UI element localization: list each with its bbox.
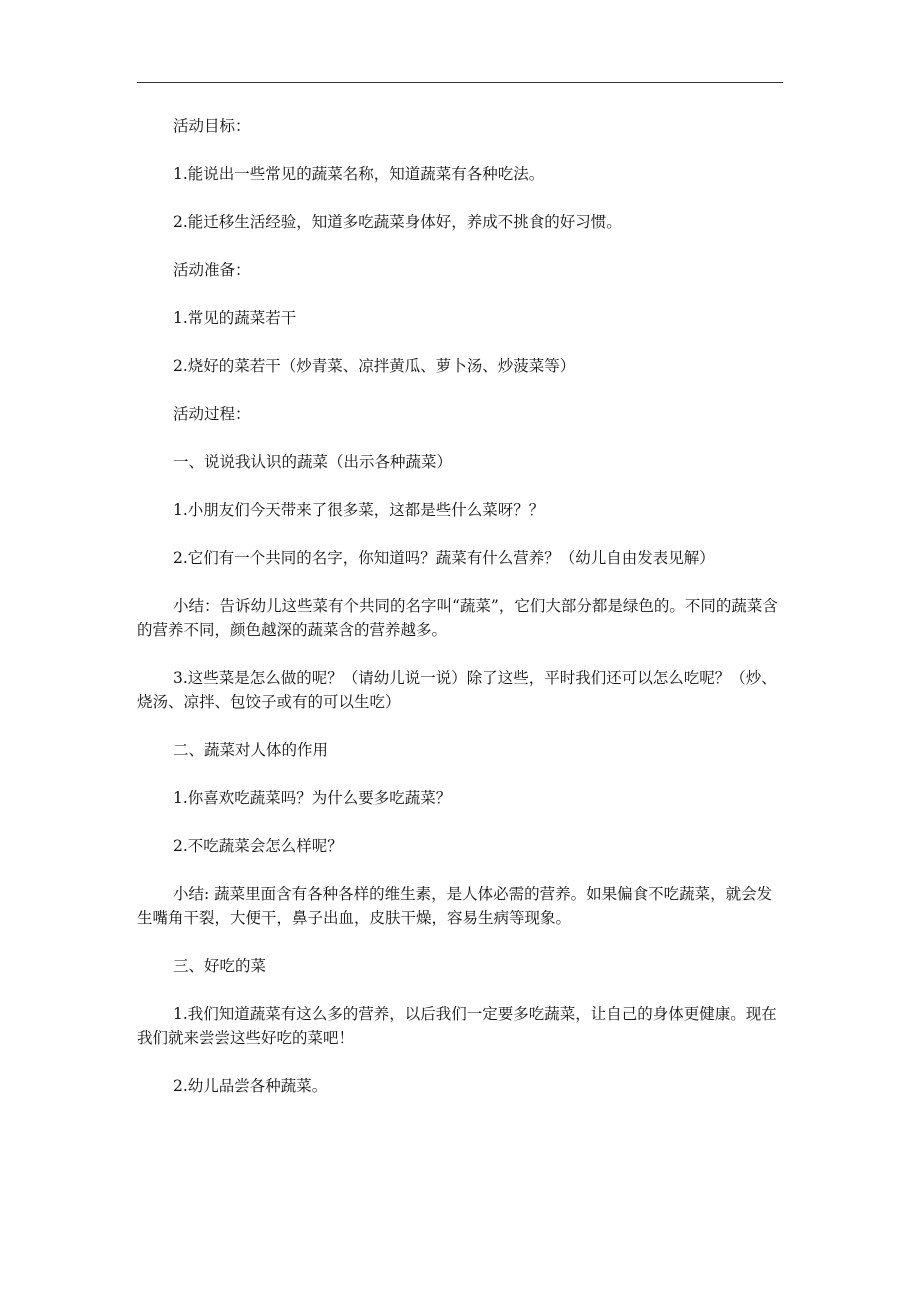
preparation-item-1: 1.常见的蔬菜若干 <box>173 309 297 327</box>
heading-activity-process: 活动过程： <box>173 405 251 423</box>
goal-item-1: 1.能说出一些常见的蔬菜名称，知道蔬菜有各种吃法。 <box>173 165 545 183</box>
section-1-summary: 小结：告诉幼儿这些菜有个共同的名字叫“蔬菜”，它们大部分都是绿色的。不同的蔬菜含的营养不同，颜色越深的蔬菜含的营养越多。 <box>137 597 778 639</box>
goal-item-2: 2.能迁移生活经验，知道多吃蔬菜身体好，养成不挑食的好习惯。 <box>173 213 622 231</box>
preparation-item-2: 2.烧好的菜若干（炒青菜、凉拌黄瓜、萝卜汤、炒菠菜等） <box>173 357 576 375</box>
heading-activity-preparation: 活动准备： <box>173 261 251 279</box>
section-1-item-1: 1.小朋友们今天带来了很多菜，这都是些什么菜呀？？ <box>173 501 545 519</box>
section-2-title: 二、蔬菜对人体的作用 <box>173 741 329 759</box>
section-2-item-2: 2.不吃蔬菜会怎么样呢？ <box>173 837 343 855</box>
section-3-item-2: 2.幼儿品尝各种蔬菜。 <box>173 1077 328 1095</box>
section-2-summary: 小结: 蔬菜里面含有各种各样的维生素，是人体必需的营养。如果偏食不吃蔬菜，就会发生嘴角干裂，大便干，鼻子出血，皮肤干燥，容易生病等现象。 <box>137 885 773 927</box>
section-1-title: 一、说说我认识的蔬菜（出示各种蔬菜） <box>173 453 453 471</box>
section-3-title: 三、好吃的菜 <box>173 957 267 975</box>
section-1-item-2: 2.它们有一个共同的名字，你知道吗？蔬菜有什么营养？（幼儿自由发表见解） <box>173 549 715 567</box>
header-rule <box>137 82 783 83</box>
section-1-item-3: 3.这些菜是怎么做的呢？（请幼儿说一说）除了这些，平时我们还可以怎么吃呢？（炒、烧汤、凉拌、包饺子或有的可以生吃） <box>137 669 777 711</box>
section-3-item-1: 1.我们知道蔬菜有这么多的营养，以后我们一定要多吃蔬菜，让自己的身体更健康。现在我们就来尝尝这些好吃的菜吧！ <box>137 1005 777 1047</box>
heading-activity-goals: 活动目标： <box>173 117 251 135</box>
section-2-item-1: 1.你喜欢吃蔬菜吗？为什么要多吃蔬菜？ <box>173 789 452 807</box>
